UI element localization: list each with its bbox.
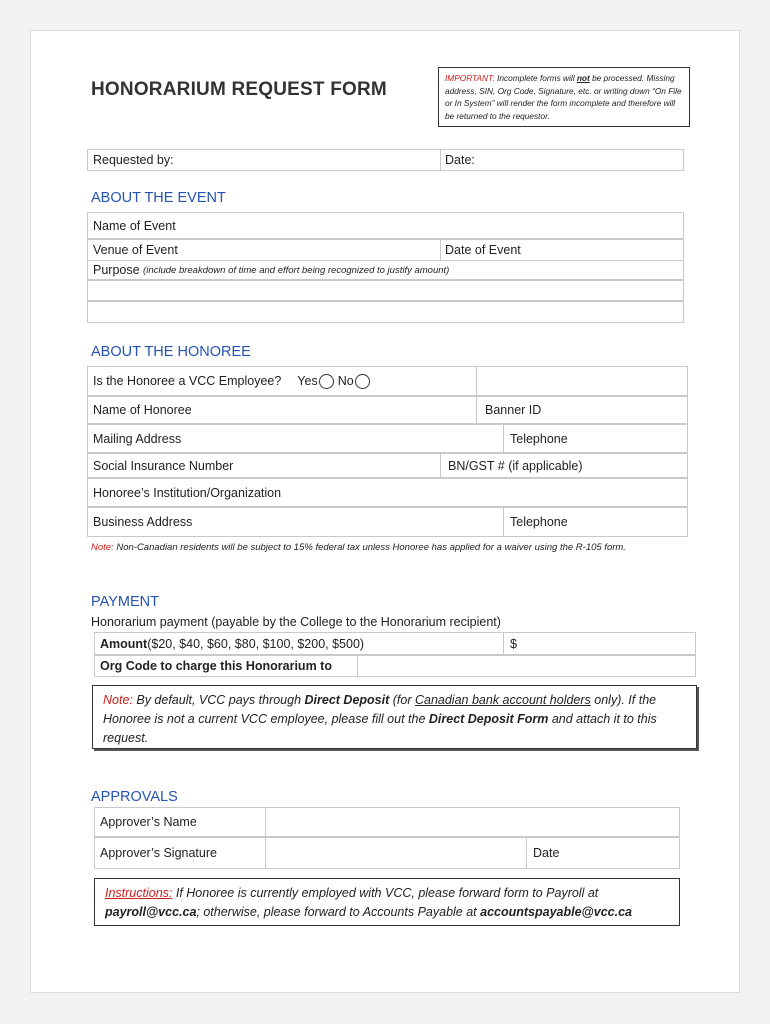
purpose-label: Purpose (93, 263, 140, 277)
event-venue-label: Venue of Event (93, 243, 178, 257)
event-purpose-line-2[interactable] (87, 301, 684, 323)
amount-options: ($20, $40, $60, $80, $100, $200, $500) (147, 636, 365, 651)
event-purpose (88, 261, 449, 279)
employee-question (88, 367, 370, 395)
important-label: IMPORTANT: (445, 73, 495, 83)
approver-name-field[interactable] (265, 808, 679, 836)
dd-note-3: only). If the Honoree is not a current VCC employee, please fill out the (103, 693, 657, 726)
important-not: not (576, 73, 590, 83)
dd-note-label: Note: (103, 693, 133, 707)
institution-label: Honoree’s Institution/Organization (93, 485, 282, 500)
page-title: HONORARIUM REQUEST FORM (91, 79, 387, 100)
instructions-box (94, 878, 680, 926)
org-code-row (94, 655, 696, 677)
event-purpose-row[interactable] (87, 260, 684, 280)
amount-row (94, 632, 696, 655)
approver-signature-label: Approver’s Signature (100, 846, 217, 860)
mailing-row (87, 424, 688, 453)
business-address-label: Business Address (93, 515, 193, 529)
honoree-heading: ABOUT THE HONOREE (91, 344, 251, 360)
banner-id-label: Banner ID (485, 403, 542, 417)
date-label: Date: (445, 153, 475, 167)
approver-signature-field[interactable] (265, 838, 525, 868)
sin-row (87, 453, 688, 478)
payment-intro: Honorarium payment (payable by the College to the Honorarium recipient) (91, 615, 501, 629)
honoree-name-row (87, 396, 688, 424)
no-radio[interactable] (355, 374, 370, 389)
important-text-pre: Incomplete forms will (494, 73, 577, 83)
instructions-text-1: If Honoree is currently employed with VCC, please forward form to Payroll at (172, 886, 599, 900)
requested-row (87, 149, 684, 171)
event-heading: ABOUT THE EVENT (91, 190, 226, 206)
dd-note-2: (for (389, 693, 415, 707)
no-label: No (337, 374, 354, 388)
ap-email-link[interactable]: accountspayable@vcc.ca (480, 905, 632, 919)
tax-note (91, 540, 691, 555)
event-purpose-line-1[interactable] (87, 280, 684, 301)
telephone-label-1: Telephone (510, 431, 568, 446)
instructions-label: Instructions: (105, 886, 173, 900)
telephone-label-2: Telephone (510, 515, 568, 529)
approver-name-label: Approver’s Name (100, 815, 197, 829)
event-date-label: Date of Event (445, 243, 521, 257)
instructions-text-2: ; otherwise, please forward to Accounts Payable at (196, 905, 481, 919)
payment-heading: PAYMENT (91, 594, 159, 610)
approver-signature-row (94, 837, 680, 869)
business-row (87, 507, 688, 537)
dd-note-canadian: Canadian bank account holders (414, 693, 591, 707)
event-venue-row (87, 239, 684, 261)
approver-name-row (94, 807, 680, 837)
important-notice (438, 67, 690, 127)
tax-note-label: Note: (91, 542, 114, 553)
event-name-row[interactable] (87, 212, 684, 239)
payroll-email-link[interactable]: payroll@vcc.ca (105, 905, 197, 919)
institution-row[interactable] (87, 478, 688, 507)
dd-note-form: Direct Deposit Form (428, 712, 549, 726)
sin-label: Social Insurance Number (93, 458, 234, 473)
event-name-label: Name of Event (93, 218, 176, 233)
org-code-field[interactable] (357, 656, 695, 676)
honoree-name-label: Name of Honoree (93, 403, 192, 417)
purpose-note: (include breakdown of time and effort being recognized to justify amount) (143, 264, 450, 276)
approvals-heading: APPROVALS (91, 789, 178, 805)
org-code-label: Org Code to charge this Honorarium to (100, 659, 332, 673)
mailing-address-label: Mailing Address (93, 431, 182, 446)
requested-by-label: Requested by: (93, 153, 174, 167)
dd-note-1: By default, VCC pays through (132, 693, 305, 707)
bn-gst-label: BN/GST # (if applicable) (448, 458, 583, 473)
employee-row (87, 366, 688, 396)
form-page (30, 30, 740, 993)
approval-date-label: Date (533, 846, 560, 860)
amount-field[interactable]: $ (510, 636, 517, 651)
dd-note-4: and attach it to this request. (103, 712, 657, 745)
yes-radio[interactable] (319, 374, 334, 389)
yes-label: Yes (297, 374, 318, 388)
dd-note-direct-deposit: Direct Deposit (304, 693, 390, 707)
direct-deposit-note (92, 685, 697, 749)
important-text-post: be processed. Missing address, SIN, Org Code, Signature, etc. or writing down “On File or In System” will render the form incomplete and therefore will be returned to the requestor. (445, 73, 682, 121)
amount-label-bold: Amount (100, 636, 148, 651)
tax-note-text: Non-Canadian residents will be subject to 15% federal tax unless Honoree has applied for a waiver using the R-105 form. (113, 542, 626, 553)
employee-question-label: Is the Honoree a VCC Employee? (93, 374, 282, 388)
amount-label (95, 633, 364, 654)
